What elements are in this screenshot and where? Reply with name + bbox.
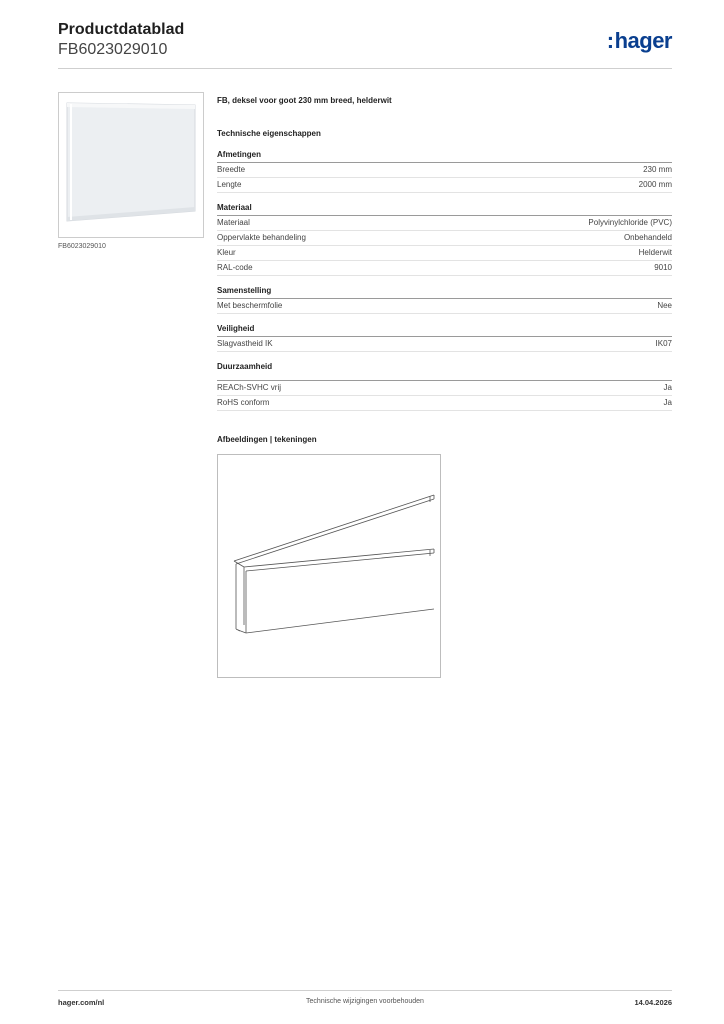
spec-group-title: Materiaal: [217, 203, 672, 216]
spec-value: 9010: [654, 263, 672, 272]
spec-label: Materiaal: [217, 218, 250, 227]
spec-row: [217, 396, 672, 411]
website-link[interactable]: hager.com/nl: [58, 998, 105, 1007]
hager-logo: :hager: [606, 28, 672, 53]
photo-caption: FB6023029010: [58, 243, 106, 250]
spec-value: Polyvinylchloride (PVC): [588, 218, 672, 227]
spec-group-duurzaamheid: [217, 362, 672, 411]
spec-row: [217, 216, 672, 231]
footer-notice: Technische wijzigingen voorbehouden: [306, 998, 424, 1005]
spec-value: IK07: [655, 339, 672, 348]
spec-value: Ja: [663, 383, 672, 392]
spec-row: [217, 178, 672, 193]
spec-label: RoHS conform: [217, 398, 270, 407]
footer-date: 14.04.2026: [634, 998, 672, 1007]
spec-group-samenstelling: [217, 286, 672, 314]
product-photo: [58, 92, 204, 238]
spec-group-title: Veiligheid: [217, 324, 672, 337]
spec-value: Onbehandeld: [623, 233, 672, 242]
spec-row: [217, 381, 672, 396]
spec-row: [217, 231, 672, 246]
spec-row: [217, 261, 672, 276]
header-divider: [58, 68, 672, 69]
technical-heading: Technische eigenschappen: [217, 129, 321, 138]
spec-label: RAL-code: [217, 263, 253, 272]
spec-label: Lengte: [217, 180, 242, 189]
spec-row: [217, 337, 672, 352]
product-description: FB, deksel voor goot 230 mm breed, helderwit: [217, 96, 392, 105]
spec-group-afmetingen: [217, 150, 672, 193]
figures-heading: Afbeeldingen | tekeningen: [217, 435, 317, 444]
spec-group-veiligheid: [217, 324, 672, 352]
spec-group-title: Afmetingen: [217, 150, 672, 163]
product-code: FB6023029010: [58, 41, 168, 58]
spec-label: Kleur: [217, 248, 236, 257]
spec-label: Oppervlakte behandeling: [217, 233, 306, 242]
spec-row: [217, 163, 672, 178]
footer-divider: [58, 990, 672, 991]
spec-label: REACh-SVHC vrij: [217, 383, 282, 392]
spec-value: Ja: [663, 398, 672, 407]
spec-value: Nee: [657, 301, 672, 310]
spec-row: [217, 246, 672, 261]
spec-value: 230 mm: [643, 165, 672, 174]
spec-value: Helderwit: [638, 248, 672, 257]
spec-group-divider: [217, 374, 672, 381]
spec-group-title: Samenstelling: [217, 286, 672, 299]
spec-label: Met beschermfolie: [217, 301, 283, 310]
spec-value: 2000 mm: [638, 180, 672, 189]
specification-panel: [217, 96, 672, 421]
spec-group-title: Duurzaamheid: [217, 362, 273, 371]
spec-row: [217, 299, 672, 314]
spec-group-materiaal: [217, 203, 672, 276]
document-title: Productdatablad: [58, 21, 185, 38]
technical-drawing: [217, 454, 441, 678]
spec-label: Slagvastheid IK: [217, 339, 273, 348]
spec-label: Breedte: [217, 165, 246, 174]
page-header: [58, 20, 672, 60]
